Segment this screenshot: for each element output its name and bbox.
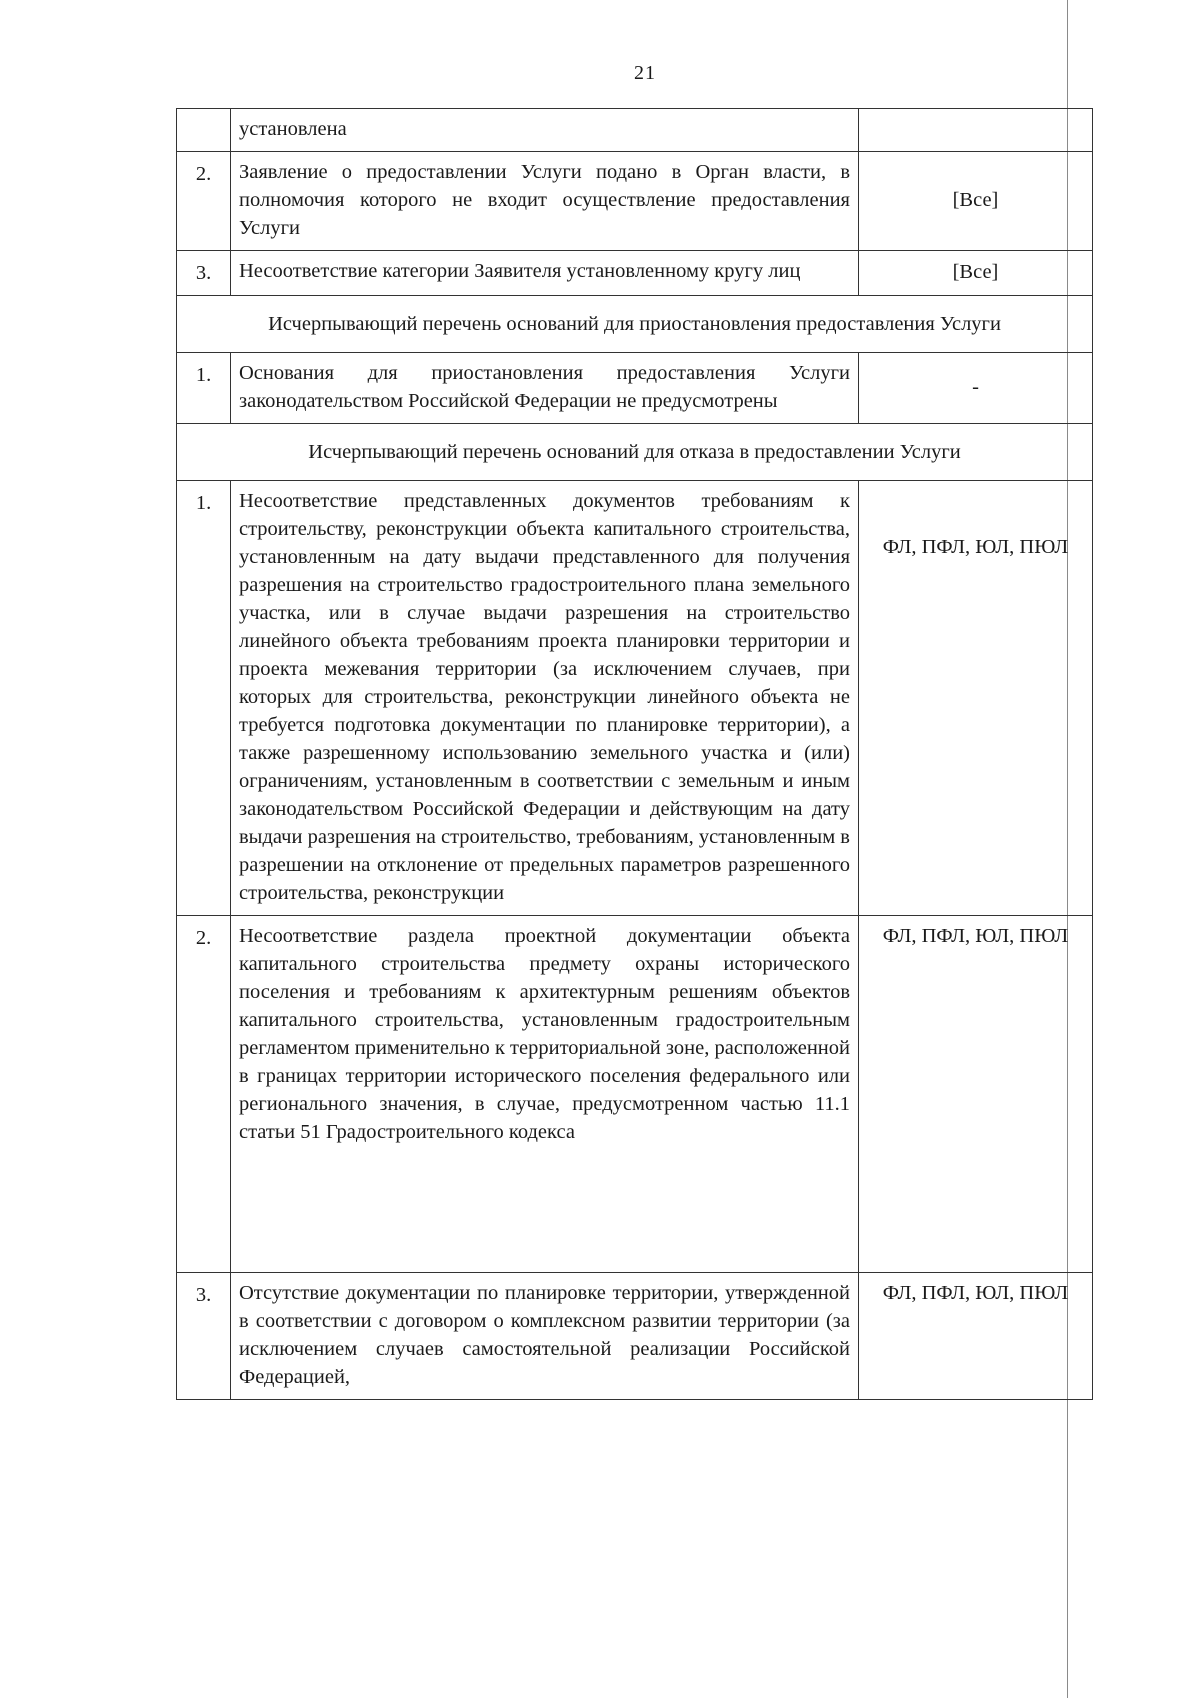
row-text: Несоответствие раздела проектной документации объекта капитального строительства предмету охраны исторического поселения и требованиям к архитектурным решениям объектов капитального строительства, установленным градостроительным регламентом применительно к территориальной зоне, расположенной в границах территории исторического поселения федерального или регионального значения, в случае, предусмотренном частью 11.1 статьи 51 Градостроительного кодекса bbox=[231, 916, 859, 1273]
row-number: 2. bbox=[177, 152, 231, 251]
row-number bbox=[177, 109, 231, 152]
row-applies-to: [Все] bbox=[859, 152, 1093, 251]
section-header-row bbox=[177, 296, 1093, 353]
row-text: Заявление о предоставлении Услуги подано в Орган власти, в полномочия которого не входит осуществление предоставления Услуги bbox=[231, 152, 859, 251]
row-applies-to: ФЛ, ПФЛ, ЮЛ, ПЮЛ bbox=[859, 916, 1093, 1273]
row-number: 1. bbox=[177, 481, 231, 916]
section-refusal-title: Исчерпывающий перечень оснований для отказа в предоставлении Услуги bbox=[177, 424, 1093, 481]
table-row bbox=[177, 251, 1093, 296]
row-text: Отсутствие документации по планировке территории, утвержденной в соответствии с договором о комплексном развитии территории (за исключением случаев самостоятельной реализации Российской Федерацией, bbox=[231, 1273, 859, 1400]
row-applies-to: [Все] bbox=[859, 251, 1093, 296]
row-applies-to: - bbox=[859, 353, 1093, 424]
table-row bbox=[177, 152, 1093, 251]
row-text: Несоответствие категории Заявителя установленному кругу лиц bbox=[231, 251, 859, 296]
row-applies-to: ФЛ, ПФЛ, ЮЛ, ПЮЛ bbox=[859, 481, 1093, 916]
table-row bbox=[177, 481, 1093, 916]
row-applies-to: ФЛ, ПФЛ, ЮЛ, ПЮЛ bbox=[859, 1273, 1093, 1400]
section-suspension-title: Исчерпывающий перечень оснований для приостановления предоставления Услуги bbox=[177, 296, 1093, 353]
row-number: 1. bbox=[177, 353, 231, 424]
table-row bbox=[177, 1273, 1093, 1400]
grounds-table bbox=[176, 108, 1093, 1400]
row-number: 2. bbox=[177, 916, 231, 1273]
section-header-row bbox=[177, 424, 1093, 481]
table-row bbox=[177, 109, 1093, 152]
page-number: 21 bbox=[634, 62, 656, 84]
row-number: 3. bbox=[177, 1273, 231, 1400]
row-number: 3. bbox=[177, 251, 231, 296]
row-applies-to bbox=[859, 109, 1093, 152]
row-text: Основания для приостановления предоставления Услуги законодательством Российской Федерации не предусмотрены bbox=[231, 353, 859, 424]
table-row bbox=[177, 353, 1093, 424]
row-text: установлена bbox=[231, 109, 859, 152]
row-text: Несоответствие представленных документов требованиям к строительству, реконструкции объекта капитального строительства, установленным на дату выдачи представленного для получения разрешения на строительство градостроительного плана земельного участка, или в случае выдачи разрешения на строительство линейного объекта требованиям проекта планировки территории и проекта межевания территории (за исключением случаев, при которых для строительства, реконструкции линейного объекта не требуется подготовка документации по планировке территории), а также разрешенному использованию земельного участка и (или) ограничениям, установленным в соответствии с земельным и иным законодательством Российской Федерации и действующим на дату выдачи разрешения на строительство, требованиям, установленным в разрешении на отклонение от предельных параметров разрешенного строительства, реконструкции bbox=[231, 481, 859, 916]
table-row bbox=[177, 916, 1093, 1273]
